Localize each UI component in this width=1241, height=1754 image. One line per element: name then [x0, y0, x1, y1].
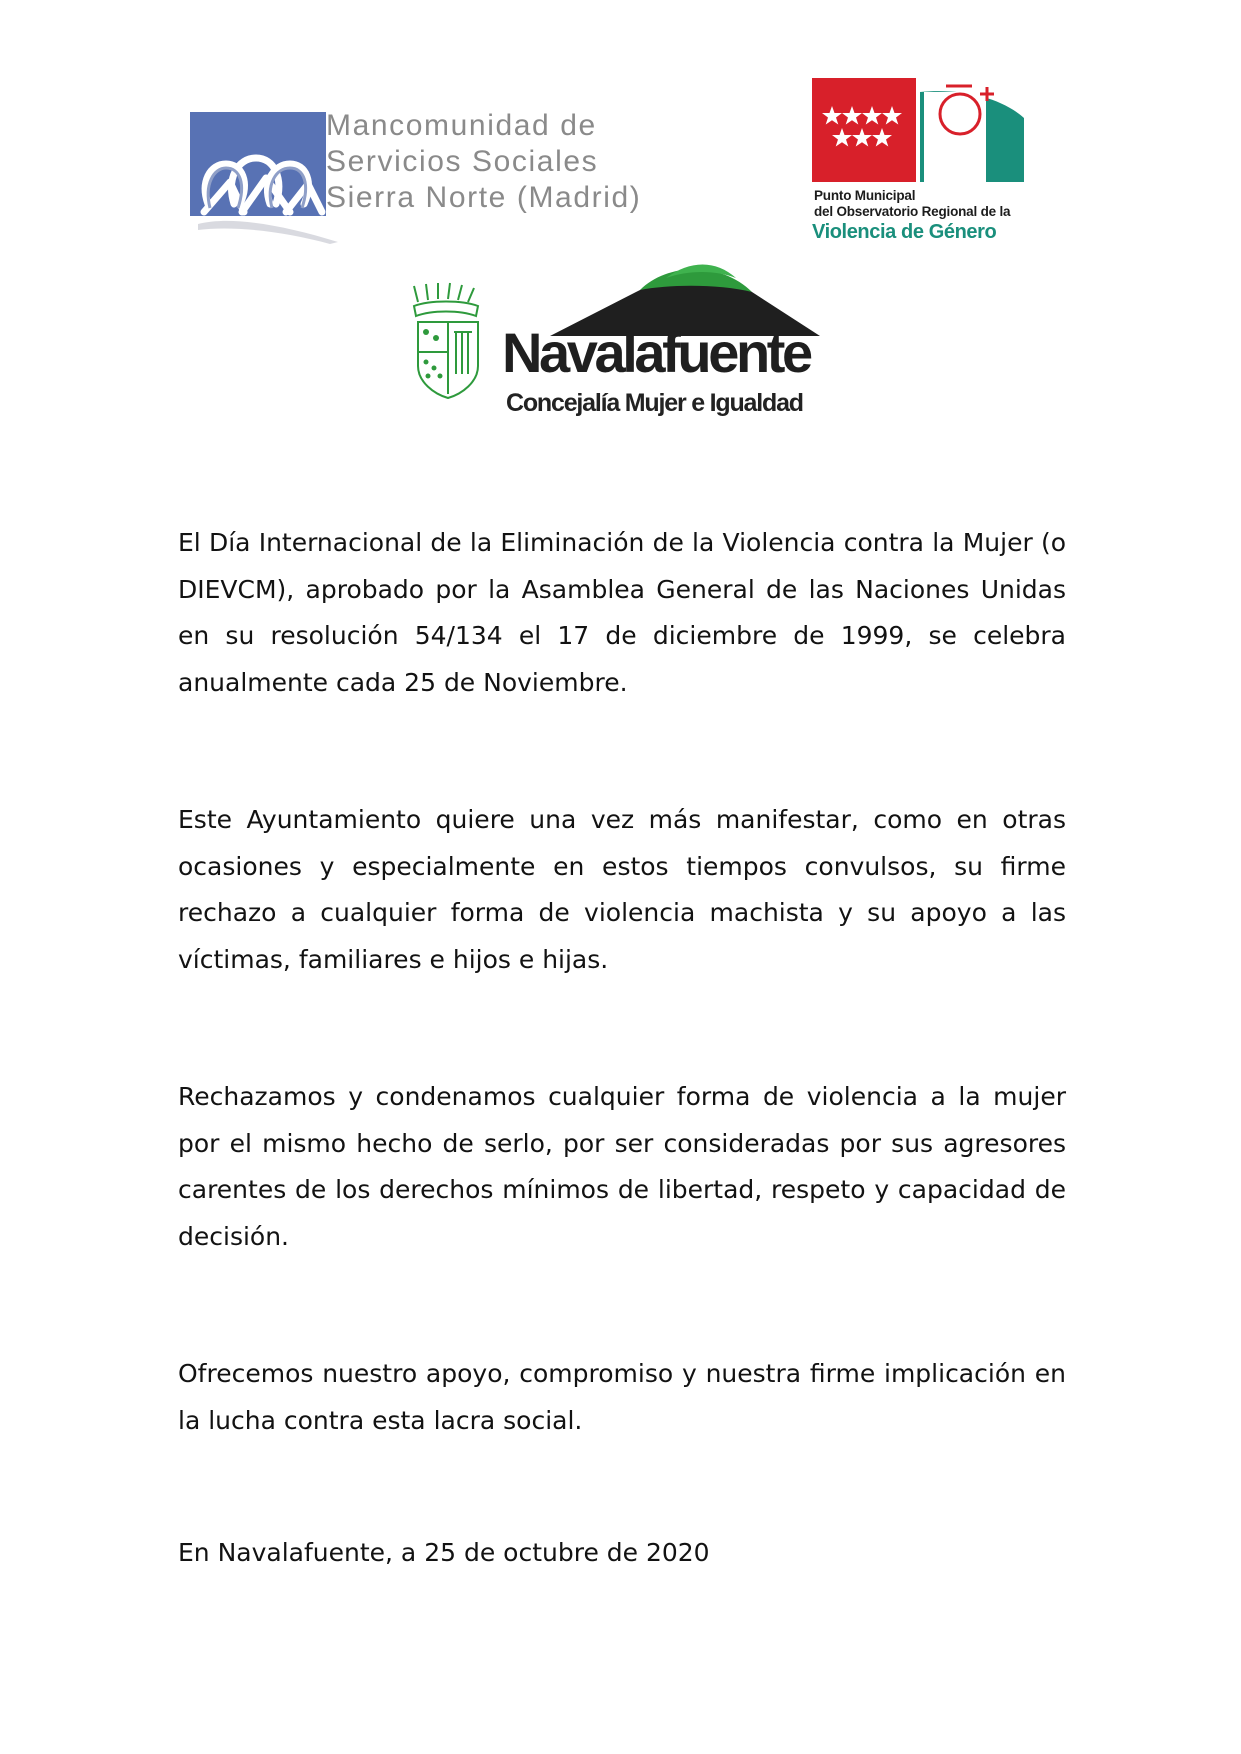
paragraph-ayuntamiento: Este Ayuntamiento quiere una vez más manifestar, como en otras ocasiones y especialmente en estos tiempos convulsos, su firme rechazo a cualquier forma de violencia machista y su apoyo a las víctimas, familiares e hijos e hijas. — [178, 805, 1066, 974]
navalafuente-concejalia: Concejalía Mujer e Igualdad — [506, 389, 803, 417]
mancomunidad-name — [326, 108, 641, 216]
punto-municipal-subtitle: del Observatorio Regional de la — [814, 204, 1011, 219]
punto-municipal-violencia: Violencia de Género — [812, 221, 997, 243]
comunidad-madrid-flag-icon — [812, 78, 1024, 182]
logo-mancomunidad — [190, 108, 650, 258]
paragraph-ofrecemos: Ofrecemos nuestro apoyo, compromiso y nuestra firme implicación en la lucha contra esta lacra social. — [178, 1359, 1066, 1435]
punto-municipal-title: Punto Municipal — [814, 188, 916, 203]
mancomunidad-line-3: Sierra Norte (Madrid) — [326, 181, 642, 214]
declaration-body — [178, 520, 1066, 1444]
mancomunidad-line-1: Mancomunidad de — [326, 109, 597, 142]
paragraph-rechazamos: Rechazamos y condenamos cualquier forma de violencia a la mujer por el mismo hecho de serlo, por ser consideradas por sus agresores carentes de los derechos mínimos de libertad, respeto y capacidad de decisión. — [178, 1082, 1066, 1251]
mancomunidad-line-2: Servicios Sociales — [326, 145, 599, 178]
logo-navalafuente — [410, 256, 850, 436]
mancomunidad-logo-icon — [190, 112, 340, 244]
navalafuente-name: Navalafuente — [502, 321, 810, 384]
place-date-line: En Navalafuente, a 25 de octubre de 2020 — [178, 1538, 710, 1567]
logo-punto-municipal — [812, 78, 1042, 250]
navalafuente-coat-of-arms-icon — [410, 282, 490, 402]
paragraph-dievcm: El Día Internacional de la Eliminación de la Violencia contra la Mujer (o DIEVCM), aprobado por la Asamblea General de las Naciones Unidas en su resolución 54/134 el 17 de diciembre de 1999, se celebra anualmente cada 25 de Noviembre. — [178, 528, 1066, 697]
